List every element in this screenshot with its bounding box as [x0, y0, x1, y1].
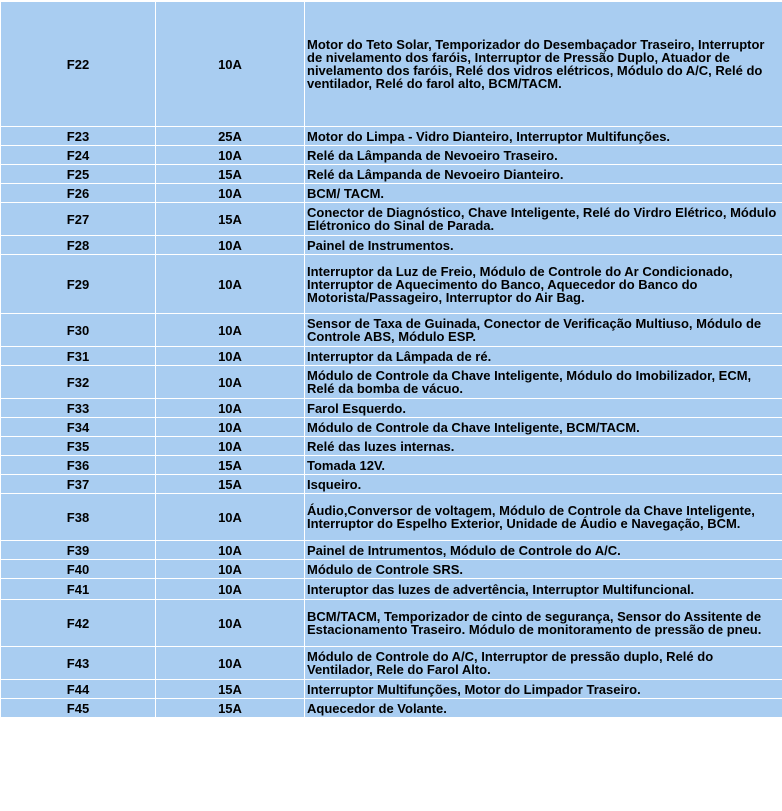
fuse-amperage-cell: 10A — [156, 418, 304, 436]
table-row — [1, 560, 782, 578]
fuse-table-body — [1, 2, 782, 717]
fuse-id-cell: F26 — [1, 184, 155, 202]
fuse-id-cell: F43 — [1, 647, 155, 679]
fuse-amperage-cell: 10A — [156, 347, 304, 365]
fuse-description-cell: Interuptor das luzes de advertência, Interruptor Multifuncional. — [305, 579, 782, 599]
fuse-amperage-cell: 10A — [156, 600, 304, 646]
fuse-id-cell: F42 — [1, 600, 155, 646]
fuse-description-cell: Módulo de Controle da Chave Inteligente, Módulo do Imobilizador, ECM, Relé da bomba de vácuo. — [305, 366, 782, 398]
table-row — [1, 456, 782, 474]
table-row — [1, 699, 782, 717]
table-row — [1, 184, 782, 202]
fuse-description-cell: Tomada 12V. — [305, 456, 782, 474]
fuse-description-cell: Módulo de Controle da Chave Inteligente, BCM/TACM. — [305, 418, 782, 436]
fuse-id-cell: F35 — [1, 437, 155, 455]
table-row — [1, 366, 782, 398]
table-row — [1, 255, 782, 313]
fuse-id-cell: F22 — [1, 2, 155, 126]
fuse-description-cell: Motor do Teto Solar, Temporizador do Desembaçador Traseiro, Interruptor de nivelamento dos faróis, Interruptor de Pressão Duplo, Atuador de nivelamento dos faróis, Relé dos vidros elétricos, Módulo do A/C, Relé do ventilador, Relé do farol alto, BCM/TACM. — [305, 2, 782, 126]
table-row — [1, 2, 782, 126]
fuse-amperage-cell: 15A — [156, 475, 304, 493]
fuse-amperage-cell: 15A — [156, 680, 304, 698]
fuse-amperage-cell: 15A — [156, 699, 304, 717]
fuse-amperage-cell: 10A — [156, 541, 304, 559]
table-row — [1, 475, 782, 493]
table-row — [1, 314, 782, 346]
fuse-description-cell: Motor do Limpa - Vidro Dianteiro, Interruptor Multifunções. — [305, 127, 782, 145]
fuse-id-cell: F23 — [1, 127, 155, 145]
fuse-id-cell: F44 — [1, 680, 155, 698]
fuse-amperage-cell: 10A — [156, 255, 304, 313]
fuse-description-cell: Relé da Lâmpanda de Nevoeiro Dianteiro. — [305, 165, 782, 183]
fuse-id-cell: F28 — [1, 236, 155, 254]
fuse-id-cell: F33 — [1, 399, 155, 417]
fuse-id-cell: F38 — [1, 494, 155, 540]
table-row — [1, 418, 782, 436]
fuse-description-cell: Painel de Intrumentos, Módulo de Controle do A/C. — [305, 541, 782, 559]
fuse-amperage-cell: 10A — [156, 560, 304, 578]
fuse-amperage-cell: 10A — [156, 184, 304, 202]
fuse-amperage-cell: 25A — [156, 127, 304, 145]
table-row — [1, 600, 782, 646]
fuse-description-cell: Aquecedor de Volante. — [305, 699, 782, 717]
fuse-amperage-cell: 10A — [156, 366, 304, 398]
fuse-description-cell: Painel de Instrumentos. — [305, 236, 782, 254]
fuse-description-cell: Interruptor da Lâmpada de ré. — [305, 347, 782, 365]
fuse-id-cell: F25 — [1, 165, 155, 183]
fuse-amperage-cell: 15A — [156, 203, 304, 235]
fuse-amperage-cell: 15A — [156, 165, 304, 183]
table-row — [1, 146, 782, 164]
fuse-id-cell: F45 — [1, 699, 155, 717]
fuse-id-cell: F29 — [1, 255, 155, 313]
fuse-id-cell: F34 — [1, 418, 155, 436]
fuse-id-cell: F40 — [1, 560, 155, 578]
fuse-amperage-cell: 10A — [156, 399, 304, 417]
fuse-amperage-cell: 10A — [156, 236, 304, 254]
fuse-description-cell: Interruptor Multifunções, Motor do Limpador Traseiro. — [305, 680, 782, 698]
fuse-id-cell: F24 — [1, 146, 155, 164]
fuse-description-cell: Isqueiro. — [305, 475, 782, 493]
fuse-description-cell: Sensor de Taxa de Guinada, Conector de Verificação Multiuso, Módulo de Controle ABS, Módulo ESP. — [305, 314, 782, 346]
fuse-id-cell: F27 — [1, 203, 155, 235]
fuse-description-cell: Relé das luzes internas. — [305, 437, 782, 455]
table-row — [1, 680, 782, 698]
fuse-id-cell: F39 — [1, 541, 155, 559]
fuse-description-cell: BCM/ TACM. — [305, 184, 782, 202]
fuse-description-cell: Relé da Lâmpanda de Nevoeiro Traseiro. — [305, 146, 782, 164]
fuse-description-cell: Módulo de Controle do A/C, Interruptor de pressão duplo, Relé do Ventilador, Rele do Farol Alto. — [305, 647, 782, 679]
fuse-id-cell: F41 — [1, 579, 155, 599]
table-row — [1, 399, 782, 417]
fuse-id-cell: F37 — [1, 475, 155, 493]
fuse-table — [0, 1, 782, 718]
fuse-description-cell: Interruptor da Luz de Freio, Módulo de Controle do Ar Condicionado, Interruptor de Aquecimento do Banco, Aquecedor do Banco do Motorista/Passageiro, Interruptor do Air Bag. — [305, 255, 782, 313]
table-row — [1, 347, 782, 365]
fuse-description-cell: Farol Esquerdo. — [305, 399, 782, 417]
table-row — [1, 579, 782, 599]
table-row — [1, 127, 782, 145]
table-row — [1, 647, 782, 679]
fuse-amperage-cell: 10A — [156, 579, 304, 599]
fuse-id-cell: F31 — [1, 347, 155, 365]
fuse-description-cell: BCM/TACM, Temporizador de cinto de segurança, Sensor do Assitente de Estacionamento Traseiro. Módulo de monitoramento de pressão de pneu. — [305, 600, 782, 646]
table-row — [1, 203, 782, 235]
fuse-id-cell: F30 — [1, 314, 155, 346]
table-row — [1, 494, 782, 540]
fuse-amperage-cell: 10A — [156, 146, 304, 164]
table-row — [1, 236, 782, 254]
fuse-amperage-cell: 10A — [156, 2, 304, 126]
fuse-amperage-cell: 10A — [156, 494, 304, 540]
table-row — [1, 437, 782, 455]
fuse-description-cell: Conector de Diagnóstico, Chave Inteligente, Relé do Virdro Elétrico, Módulo Elétronico do Sinal de Parada. — [305, 203, 782, 235]
fuse-id-cell: F32 — [1, 366, 155, 398]
table-row — [1, 541, 782, 559]
fuse-description-cell: Áudio,Conversor de voltagem, Módulo de Controle da Chave Inteligente, Interruptor do Espelho Exterior, Unidade de Áudio e Navegação, BCM. — [305, 494, 782, 540]
fuse-description-cell: Módulo de Controle SRS. — [305, 560, 782, 578]
fuse-id-cell: F36 — [1, 456, 155, 474]
table-row — [1, 165, 782, 183]
fuse-amperage-cell: 10A — [156, 314, 304, 346]
fuse-amperage-cell: 10A — [156, 647, 304, 679]
fuse-amperage-cell: 15A — [156, 456, 304, 474]
fuse-amperage-cell: 10A — [156, 437, 304, 455]
